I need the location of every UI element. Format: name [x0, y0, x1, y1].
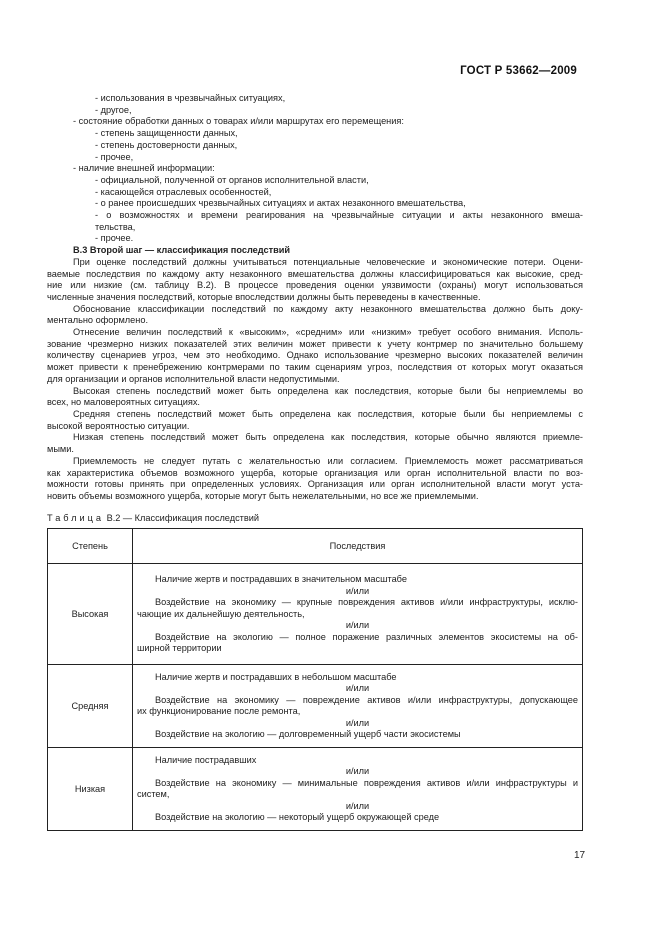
paragraph-line: Приемлемость не следует путать с желательностью или согласием. Приемлемость может рассматриваться [73, 455, 583, 466]
paragraph-line: для организации и органов исполнительной власти недопустимыми. [47, 373, 340, 384]
paragraph-line: мыми. [47, 444, 74, 455]
list-item-continuation: тельства, [95, 221, 136, 232]
consequences-cell [133, 748, 583, 831]
table-row [48, 665, 583, 748]
consequence-economy: Воздействие на экономику — повреждение активов и/или инфраструктуры, допускающее [155, 694, 578, 705]
or-separator: и/или [345, 717, 370, 728]
page-body [47, 93, 583, 831]
paragraph-line: Высокая степень последствий может быть определена как последствия, которые были бы неприемлемы во [73, 385, 583, 396]
or-separator: и/или [345, 620, 370, 631]
section-title: В.3 Второй шаг — классификация последствий [73, 245, 291, 256]
table-caption-title: В.2 — Классификация последствий [106, 512, 260, 523]
consequence-people: Наличие жертв и пострадавших в значительном масштабе [155, 574, 407, 585]
or-separator: и/или [345, 766, 370, 777]
paragraph-line: количеству сценариев угроз, чем это необходимо. Однако использование чрезмерно высоких показателей величин [47, 350, 583, 361]
list-item: - прочее, [95, 151, 134, 162]
paragraph-line: ние или низкие (см. таблицу В.2). В процессе проведения оценки уязвимости (охраны) могут использоваться [47, 280, 583, 291]
level-cell: Средняя [48, 665, 133, 748]
paragraph-line: можности готовы принять при определенных условиях. Организация или орган исполнительной власти могут уста- [47, 479, 583, 490]
consequence-ecology: Воздействие на экологию — некоторый ущерб окружающей среде [155, 812, 440, 823]
or-separator: и/или [345, 585, 370, 596]
paragraph-line: высокой вероятностью ситуации. [47, 420, 190, 431]
table-row [48, 748, 583, 831]
consequences-cell [133, 665, 583, 748]
paragraph-line: Средняя степень последствий может быть определена как последствия, которые были бы неприемлемы с [73, 408, 583, 419]
paragraph-line: зование чрезмерно низких показателей этих величин может привести к учету контрмер по значительно большему [47, 338, 583, 349]
paragraph-line: может привести к пренебрежению контрмерами по таким сценариям угроз, последствия от которых могут оказаться [47, 362, 583, 373]
list-item: - касающейся отраслевых особенностей, [95, 186, 272, 197]
column-header-level: Степень [48, 529, 133, 564]
table-row [48, 564, 583, 665]
list-item: - состояние обработки данных о товарах и/или маршрутах его перемещения: [73, 116, 404, 127]
paragraph-line: новить объемы возможного ущерба, которые могут быть нежелательными, но все же приемлемыми. [47, 490, 479, 501]
list-item: - о ранее происшедших чрезвычайных ситуациях и актах незаконного вмешательства, [95, 198, 466, 209]
paragraph-line: Обоснование классификации последствий по каждому акту незаконного вмешательства должно быть доку- [73, 303, 583, 314]
or-separator: и/или [345, 683, 370, 694]
consequence-people: Наличие жертв и пострадавших в небольшом масштабе [155, 671, 397, 682]
paragraph-line: ментально оформлено. [47, 315, 149, 326]
paragraph-line: как характеристика объемов возможного ущерба, которые организация или орган исполнительной власти по воз- [47, 467, 583, 478]
consequence-economy: Воздействие на экономику — крупные повреждения активов и/или инфраструктуры, исклю- [155, 597, 578, 608]
paragraph-line: всех, но маловероятных ситуациях. [47, 397, 200, 408]
consequence-ecology: Воздействие на экологию — долговременный ущерб части экосистемы [155, 729, 461, 740]
list-item: - о возможностях и времени реагирования на чрезвычайные ситуации и акты незаконного вмеша- [95, 210, 583, 221]
consequence-economy-cont: чающие их дальнейшую деятельность, [137, 608, 305, 619]
table-caption-word: Таблица [47, 512, 105, 523]
consequences-cell [133, 564, 583, 665]
column-header-consequences: Последствия [133, 529, 583, 564]
consequence-people: Наличие пострадавших [155, 754, 257, 765]
level-cell: Низкая [48, 748, 133, 831]
list-item: - степень защищенности данных, [95, 128, 238, 139]
list-item: - другое, [95, 104, 132, 115]
list-item: - использования в чрезвычайных ситуациях, [95, 93, 286, 103]
document-code: ГОСТ Р 53662—2009 [460, 65, 577, 77]
list-item: - прочее. [95, 233, 134, 244]
list-item: - наличие внешней информации: [73, 163, 215, 174]
paragraph-line: При оценке последствий должны учитываться потенциальные человеческие и экономические потери. Оцени- [73, 256, 583, 267]
table-caption [47, 513, 583, 525]
list-item: - официальной, полученной от органов исполнительной власти, [95, 174, 369, 185]
paragraph-line: ваемые последствия по каждому акту незаконного вмешательства должны классифицироваться как высокие, сред- [47, 268, 583, 279]
paragraph-line: численные значения последствий, которые впоследствии должны быть переведены в качественные. [47, 291, 481, 302]
consequence-economy-cont: их функционирование после ремонта, [137, 706, 301, 717]
consequence-economy: Воздействие на экономику — минимальные повреждения активов и/или инфраструктуры и [155, 777, 578, 788]
paragraph-line: Низкая степень последствий может быть определена как последствия, которые обычно являются приемле- [73, 432, 583, 443]
consequence-ecology: Воздействие на экологию — полное поражение различных элементов экосистемы на об- [155, 631, 578, 642]
level-cell: Высокая [48, 564, 133, 665]
consequences-table [47, 528, 583, 831]
consequence-ecology-cont: ширной территории [137, 643, 222, 654]
list-item: - степень достоверности данных, [95, 139, 238, 150]
table-header-row [48, 529, 583, 564]
or-separator: и/или [345, 800, 370, 811]
consequence-economy-cont: систем, [137, 789, 170, 800]
page-number: 17 [574, 850, 586, 861]
paragraph-line: Отнесение величин последствий к «высоким», «средним» или «низким» требует особого внимания. Исполь- [73, 327, 583, 338]
